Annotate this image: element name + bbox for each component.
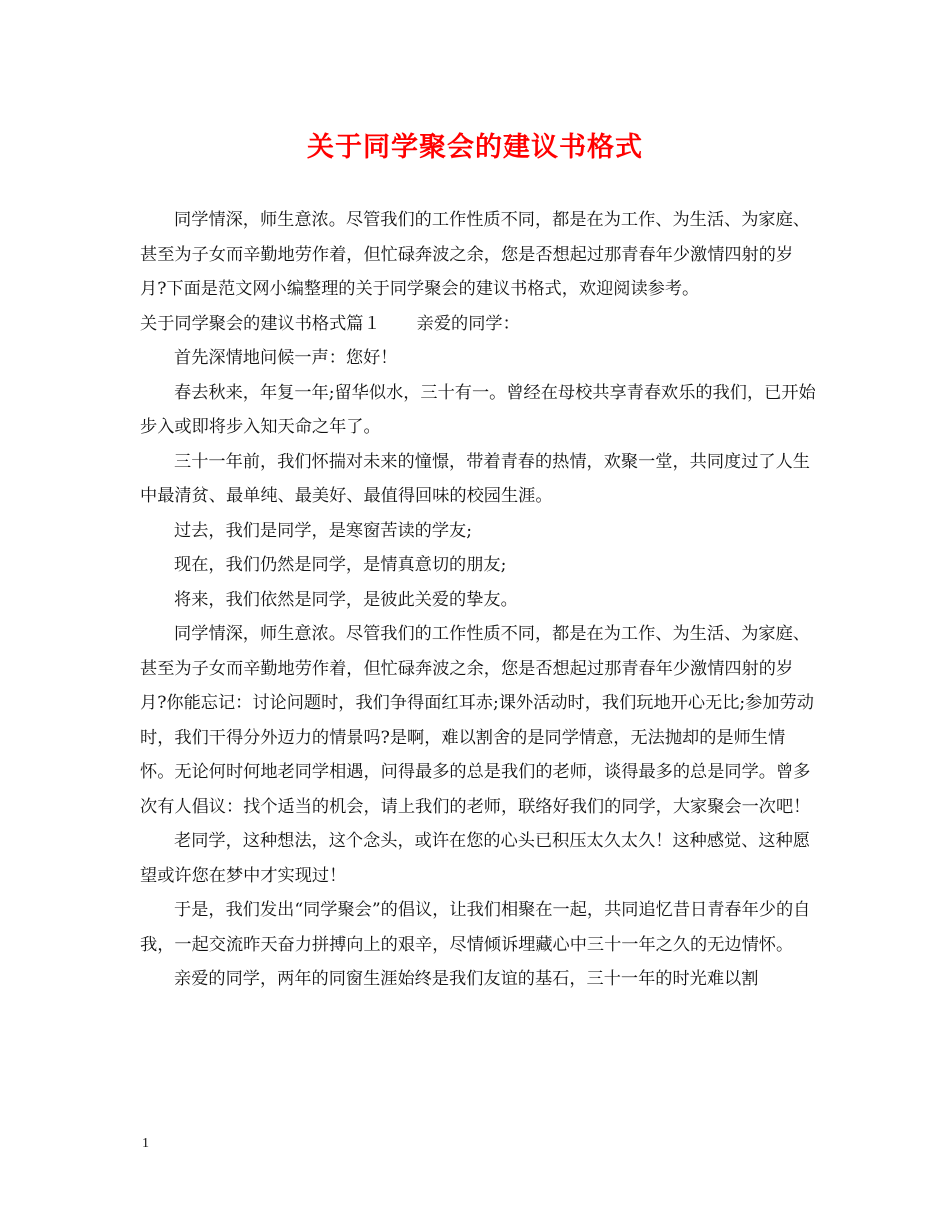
body-paragraph: 于是，我们发出“同学聚会”的倡议，让我们相聚在一起，共同追忆昔日青春年少的自我，一起交流昨天奋力拼搏向上的艰辛，尽情倾诉埋藏心中三十一年之久的无边情怀。 <box>140 900 811 955</box>
body-paragraph: 三十一年前，我们怀揣对未来的憧憬，带着青春的热情，欢聚一堂，共同度过了人生中最清贫、最单纯、最美好、最值得回味的校园生涯。 <box>140 451 810 506</box>
body-paragraph: 亲爱的同学，两年的同窗生涯始终是我们友谊的基石，三十一年的时光难以割 <box>174 969 759 989</box>
section-heading-line <box>140 307 816 342</box>
body-paragraph: 同学情深，师生意浓。尽管我们的工作性质不同，都是在为工作、为生活、为家庭、甚至为子女而辛勤地劳作着，但忙碌奔波之余，您是否想起过那青春年少激情四射的岁月?你能忘记：讨论问题时，我们争得面红耳赤;课外活动时，我们玩地开心无比;参加劳动时，我们干得分外迈力的情景吗?是啊，难以割舍的是同学情意，无法抛却的是师生情怀。无论何时何地老同学相遇，问得最多的总是我们的老师，谈得最多的总是同学。曾多次有人倡议：找个适当的机会，请上我们的老师，联络好我们的同学，大家聚会一次吧！ <box>140 624 814 817</box>
intro-paragraph: 同学情深，师生意浓。尽管我们的工作性质不同，都是在为工作、为生活、为家庭、甚至为子女而辛勤地劳作着，但忙碌奔波之余，您是否想起过那青春年少激情四射的岁月?下面是范文网小编整理的关于同学聚会的建议书格式，欢迎阅读参考。 <box>140 210 810 299</box>
body-paragraph: 过去，我们是同学，是寒窗苦读的学友; <box>174 520 472 541</box>
body-paragraph: 现在，我们仍然是同学，是情真意切的朋友; <box>174 555 507 575</box>
body-paragraph: 春去秋来，年复一年;留华似水，三十有一。曾经在母校共享青春欢乐的我们，已开始步入或即将步入知天命之年了。 <box>140 382 816 437</box>
document-body <box>140 203 816 997</box>
body-paragraph: 老同学，这种想法，这个念头，或许在您的心头已积压太久太久！这种感觉、这种愿望或许您在梦中才实现过！ <box>140 831 810 886</box>
document-title: 关于同学聚会的建议书格式 <box>307 132 643 163</box>
body-paragraph: 首先深情地问候一声：您好！ <box>174 348 398 368</box>
salutation: 亲爱的同学： <box>416 313 520 334</box>
body-paragraph: 将来，我们依然是同学，是彼此关爱的挚友。 <box>174 589 518 610</box>
page-number: 1 <box>142 1136 149 1151</box>
section-heading: 关于同学聚会的建议书格式篇１ <box>140 313 381 334</box>
